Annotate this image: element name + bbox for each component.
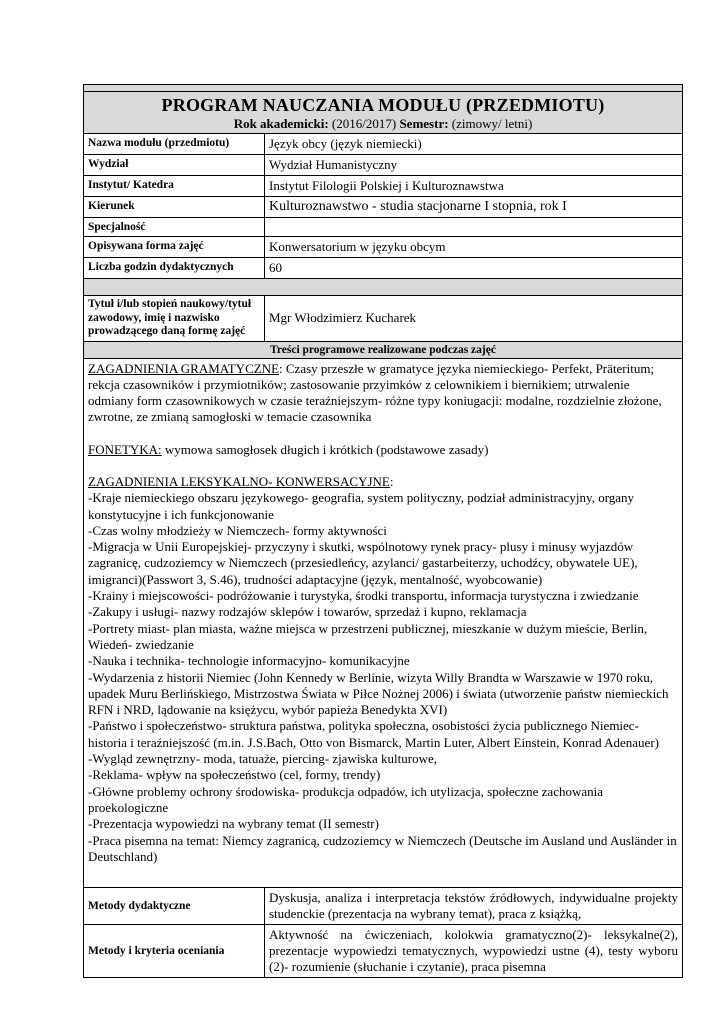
list-item: -Portrety miast- plan miasta, ważne miejsca w przestrzeni publicznej, mieszkanie w dużym mieście, Berlin, Wiedeń- zwiedzanie — [88, 620, 648, 652]
header-block — [84, 92, 682, 134]
didactic-methods-value: Dyskusja, analiza i interpretacja tekstów źródłowych, indywidualne projekty studenckie (prezentacja na wybrany temat), praca z książką, — [269, 890, 678, 922]
assessment-label: Metody i kryteria oceniania — [84, 925, 265, 977]
list-item: -Zakupy i usługi- nazwy rodzajów sklepów i towarów, sprzedaż i kupno, reklamacja — [88, 604, 527, 620]
didactic-methods-label: Metody dydaktyczne — [84, 888, 265, 924]
academic-year-value: (2016/2017) — [331, 116, 397, 131]
info-label: Nazwa modułu (przedmiotu) — [84, 134, 265, 154]
lexical-heading: ZAGADNIENIA LEKSYKALNO- KONWERSACYJNE — [88, 473, 390, 489]
list-item: -Praca pisemna na temat: Niemcy zagranicą, cudzoziemcy w Niemczech (Deutsche im Ausland und Ausländer in Deutschland) — [88, 832, 677, 864]
academic-year-label: Rok akademicki: — [233, 116, 329, 131]
info-row-specialization — [84, 218, 682, 237]
top-band — [84, 85, 682, 92]
phonetics-paragraph — [88, 442, 678, 458]
list-item: -Kraje niemieckiego obszaru językowego- geografia, system polityczny, podział administracyjny, organy konstytucyjne i ich funkcjonowanie — [88, 490, 635, 522]
list-item: -Migracja w Unii Europejskiej- przyczyny i skutki, wspólnotowy rynek pracy- plusy i minusy wyjazdów zagranicę, cudzoziemcy w Niemczech (przesiedleńcy, azylanci/ gastarbeiterzy, uchodźcy, obywatele UE), imigranci)(Passwort 3, S.46), trudności adaptacyjne (język, mentalność, wyobcowanie) — [88, 539, 638, 587]
info-label: Specjalność — [84, 218, 265, 236]
info-row-faculty — [84, 155, 682, 176]
info-row-module-name — [84, 134, 682, 155]
info-value: Kulturoznawstwo - studia stacjonarne I stopnia, rok I — [269, 199, 567, 214]
info-label: Opisywana forma zajęć — [84, 237, 265, 257]
list-item: -Główne problemy ochrony środowiska- produkcja odpadów, ich utylizacja, społeczne zachowania proekologiczne — [88, 783, 604, 815]
semester-label: Semestr: — [399, 116, 449, 131]
instructor-row — [84, 296, 682, 342]
info-value: Instytut Filologii Polskiej i Kulturoznawstwa — [269, 178, 504, 193]
info-label: Wydział — [84, 155, 265, 175]
info-row-institute — [84, 176, 682, 197]
list-item: -Nauka i technika- technologie informacyjno- komunikacyjne — [88, 653, 410, 669]
info-value: Język obcy (język niemiecki) — [269, 136, 422, 151]
info-label: Liczba godzin dydaktycznych — [84, 258, 265, 278]
grammar-heading: ZAGADNIENIA GRAMATYCZNE — [88, 360, 280, 376]
list-item: -Wygląd zewnętrzny- moda, tatuaże, piercing- zjawiska kulturowe, — [88, 751, 437, 767]
info-value: Wydział Humanistyczny — [269, 157, 398, 172]
instructor-label: Tytuł i/lub stopień naukowy/tytuł zawodowy, imię i nazwisko prowadzącego daną formę zajęć — [84, 296, 265, 341]
academic-year-line — [84, 116, 682, 131]
instructor-value: Mgr Włodzimierz Kucharek — [269, 310, 417, 326]
phonetics-text: wymowa samogłosek długich i krótkich (podstawowe zasady) — [161, 441, 489, 457]
info-value: 60 — [269, 260, 282, 275]
phonetics-heading: FONETYKA: — [88, 441, 162, 457]
didactic-methods-row — [84, 888, 682, 925]
info-label: Instytut/ Katedra — [84, 176, 265, 196]
page-title: PROGRAM NAUCZANIA MODUŁU (PRZEDMIOTU) — [161, 95, 605, 115]
grammar-text: : Czasy przeszłe w gramatyce języka niemieckiego- Perfekt, Präteritum; rekcja czasowników i przymiotników; zastosowanie przyimków z celownikiem i biernikiem; utrwalenie odmiany form czasownikowych w czasie teraźniejszym- różne typy koniugacji: modalne, rozdzielnie złożone, zwrotne, ze zmianą samogłoski w temacie czasownika — [88, 360, 662, 425]
info-row-class-form — [84, 237, 682, 258]
list-item: -Krainy i miejscowości- podróżowanie i turystyka, środki transportu, informacja turystyczna i zwiedzanie — [88, 588, 639, 604]
assessment-value: Aktywność na ćwiczeniach, kolokwia gramatyczno(2)- leksykalne(2), prezentacje wypowiedzi tematycznych, wypowiedzi ustne (4), testy wyboru (2)- rozumienie (słuchanie i czytanie), praca pisemna — [269, 927, 678, 975]
info-value: Konwersatorium w języku obcym — [269, 239, 446, 254]
separator-band — [84, 279, 682, 296]
info-label: Kierunek — [84, 197, 265, 217]
list-item: -Wydarzenia z historii Niemiec (John Kennedy w Berlinie, wizyta Willy Brandta w Warszawie w 1970 roku, upadek Muru Berlińskiego, Mistrzostwa Świata w Piłce Nożnej 2006) i świata (utworzenie państw niemieckich RFN i NRD, lądowanie na księżycu, wybór papieża Benedykta XVI) — [88, 669, 669, 718]
list-item: -Państwo i społeczeństwo- struktura państwa, polityka społeczna, osobistości życia publicznego Niemiec- historia i teraźniejszość (m.in. J.S.Bach, Otto von Bismarck, Martin Luter, Albert Einstein, Konrad Adenauer) — [88, 718, 659, 750]
syllabus-table — [83, 84, 683, 978]
list-item: -Czas wolny młodzieży w Niemczech- formy aktywności — [88, 522, 387, 538]
list-item: -Prezentacja wypowiedzi na wybrany temat (II semestr) — [88, 816, 379, 832]
program-content — [84, 359, 682, 889]
content-heading: Treści programowe realizowane podczas zajęć — [84, 342, 682, 359]
assessment-row — [84, 925, 682, 977]
list-item: -Reklama- wpływ na społeczeństwo (cel, formy, trendy) — [88, 767, 381, 783]
info-value — [265, 218, 682, 236]
info-row-field-of-study — [84, 197, 682, 218]
lexical-heading-line: ZAGADNIENIA LEKSYKALNO- KONWERSACYJNE: — [88, 473, 394, 489]
info-row-hours — [84, 258, 682, 279]
grammar-paragraph — [88, 361, 678, 426]
semester-value: (zimowy/ letni) — [451, 116, 533, 131]
